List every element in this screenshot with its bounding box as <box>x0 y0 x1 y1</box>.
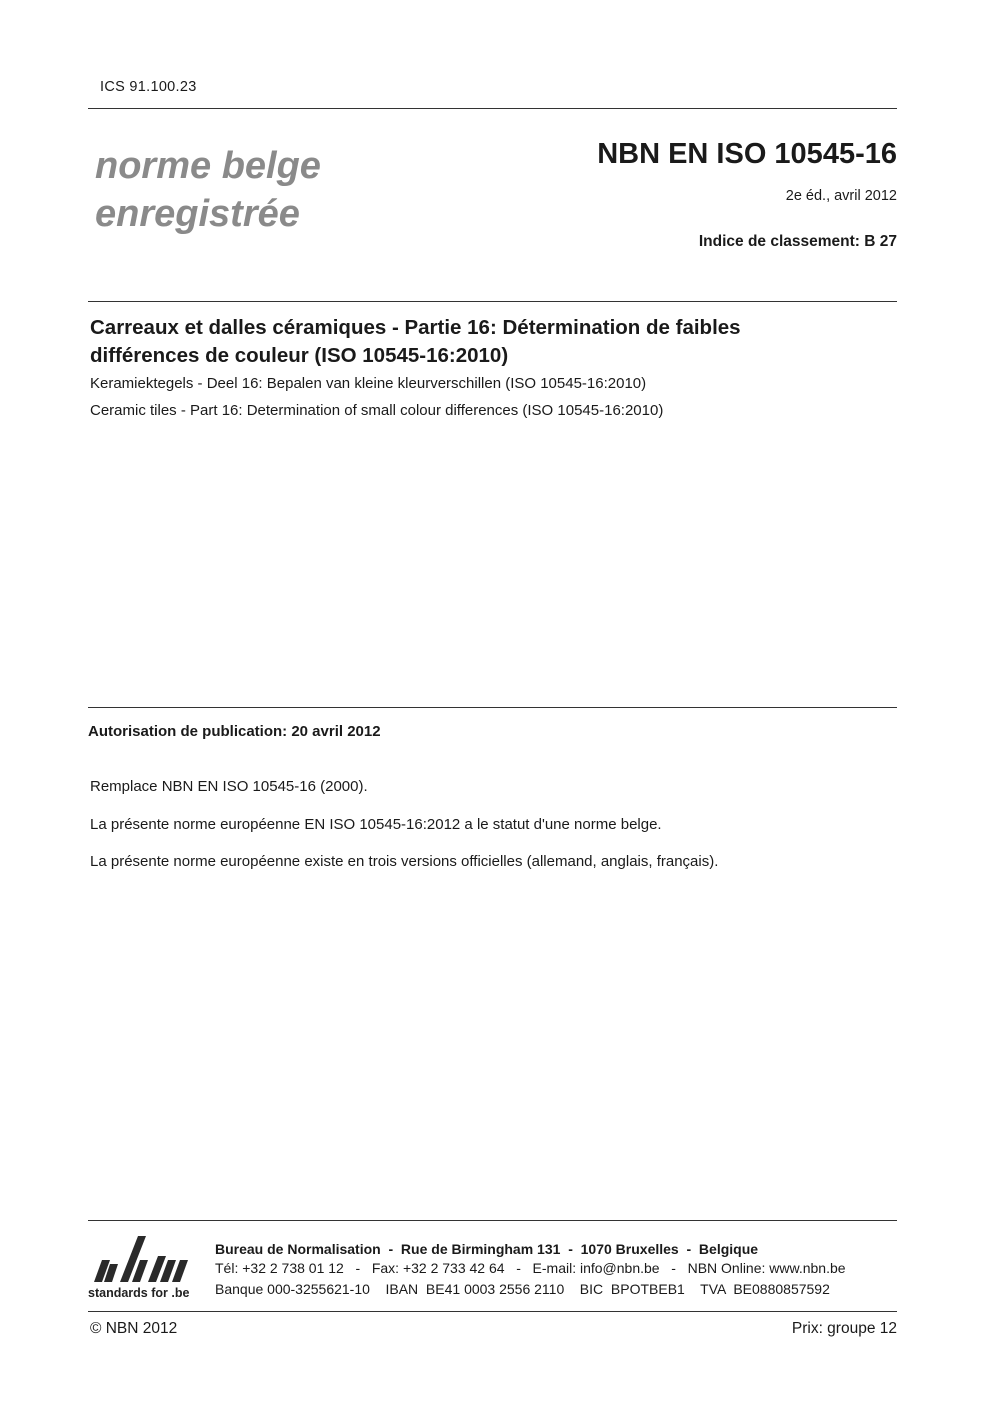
logo-tagline: standards for .be <box>88 1286 190 1300</box>
note-status: La présente norme européenne EN ISO 10545-16:2012 a le statut d'une norme belge. <box>90 816 662 833</box>
note-versions: La présente norme européenne existe en trois versions officielles (allemand, anglais, français). <box>90 853 719 870</box>
footer-bank: Banque 000-3255621-10 IBAN BE41 0003 2556 2110 BIC BPOTBEB1 TVA BE0880857592 <box>215 1281 830 1297</box>
note-replaces: Remplace NBN EN ISO 10545-16 (2000). <box>90 778 368 795</box>
classification-index: Indice de classement: B 27 <box>698 233 897 250</box>
title-french-line1: Carreaux et dalles céramiques - Partie 16: Détermination de faibles <box>90 316 741 339</box>
price-group: Prix: groupe 12 <box>791 1320 897 1337</box>
divider-title <box>88 301 897 302</box>
status-label-line1: norme belge <box>95 145 321 187</box>
title-french-line2: différences de couleur (ISO 10545-16:2010) <box>90 344 509 367</box>
standard-number: NBN EN ISO 10545-16 <box>597 138 897 170</box>
divider-top <box>88 108 897 109</box>
divider-footer <box>88 1220 897 1221</box>
title-dutch: Keramiektegels - Deel 16: Bepalen van kleine kleurverschillen (ISO 10545-16:2010) <box>90 375 647 392</box>
status-label-line2: enregistrée <box>95 193 300 235</box>
document-status-label <box>95 142 321 238</box>
nbn-logo <box>88 1230 200 1306</box>
divider-publication <box>88 707 897 708</box>
footer-contact: Tél: +32 2 738 01 12 - Fax: +32 2 733 42 64 - E-mail: info@nbn.be - NBN Online: www.nbn.be <box>215 1260 846 1276</box>
divider-bottom <box>88 1311 897 1312</box>
title-french <box>90 314 890 370</box>
ics-code: ICS 91.100.23 <box>100 79 197 95</box>
nbn-logo-icon <box>88 1230 200 1286</box>
title-english: Ceramic tiles - Part 16: Determination of small colour differences (ISO 10545-16:2010) <box>90 402 664 419</box>
copyright: © NBN 2012 <box>90 1320 178 1337</box>
edition-date: 2e éd., avril 2012 <box>785 188 897 204</box>
publication-authorisation: Autorisation de publication: 20 avril 2012 <box>88 723 381 740</box>
footer-address: Bureau de Normalisation - Rue de Birmingham 131 - 1070 Bruxelles - Belgique <box>215 1241 759 1257</box>
